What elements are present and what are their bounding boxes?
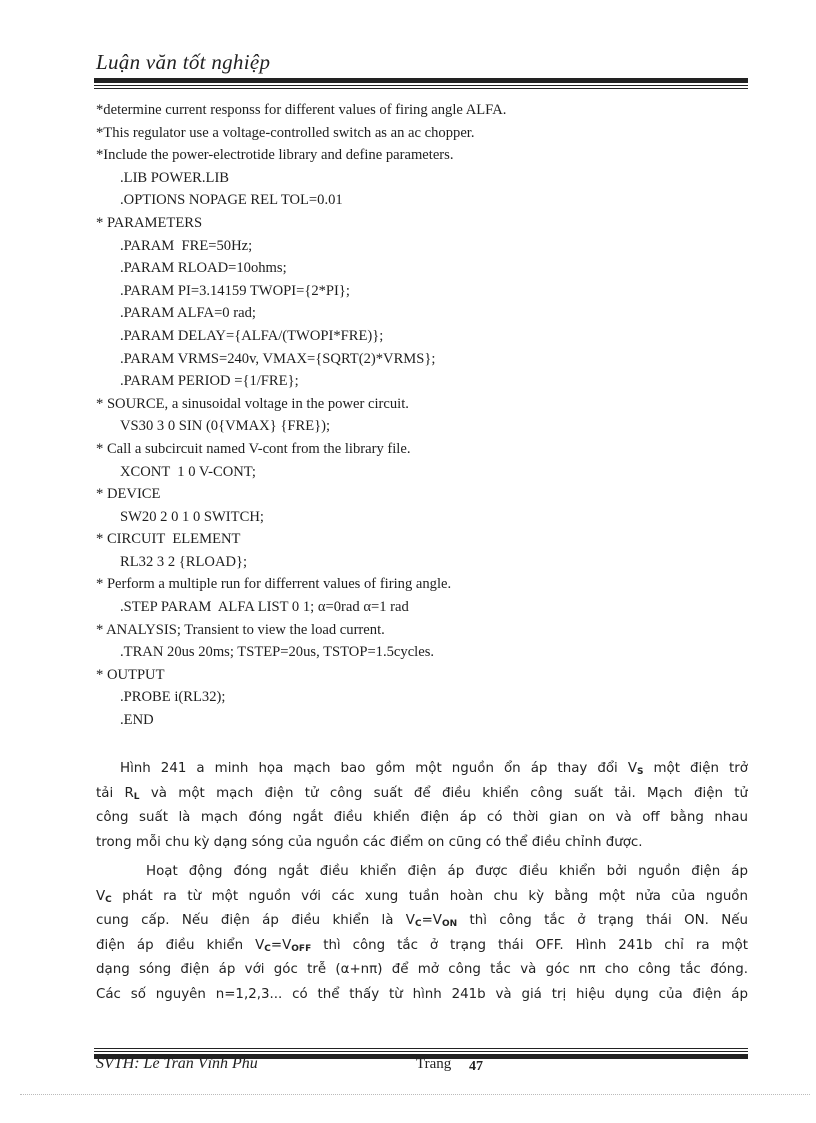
code-line: SW20 2 0 1 0 SWITCH;	[120, 508, 264, 525]
paragraph-circuit-description	[96, 757, 748, 855]
header-title: Luận văn tốt nghiệp	[96, 50, 271, 74]
code-line: .OPTIONS NOPAGE REL TOL=0.01	[120, 192, 343, 209]
footer-author: SVTH: Lê Trần Vĩnh Phú	[96, 1055, 258, 1072]
code-line: VS30 3 0 SIN (0{VMAX} {FRE});	[120, 418, 331, 435]
page-number: 47	[469, 1059, 483, 1074]
code-line: .END	[120, 712, 154, 729]
code-line: *This regulator use a voltage-controlled switch as an ac chopper.	[96, 124, 475, 141]
code-line: * SOURCE, a sinusoidal voltage in the power circuit.	[96, 395, 409, 412]
header-rule	[94, 78, 748, 89]
paragraph-line: cung cấp. Nếu điện áp điều khiển là $V_C=V_{ON}$ thì công tắc ở trạng thái ON. Nếu	[96, 913, 748, 929]
code-line: * OUTPUT	[96, 666, 165, 683]
code-line: * Call a subcircuit named V-cont from the library file.	[96, 440, 411, 457]
code-line: RL32 3 2 {RLOAD};	[120, 553, 248, 570]
code-line: .LIB POWER.LIB	[120, 169, 230, 186]
paragraph-line: dạng sóng điện áp với góc trễ (α+nπ) để mở công tắc và góc nπ cho công tắc đóng.	[96, 962, 748, 977]
code-line: XCONT 1 0 V-CONT;	[120, 463, 256, 480]
paragraph-line: điện áp điều khiển $V_C=V_{OFF}$ thì công tắc ở trạng thái OFF. Hình 241b chỉ ra một	[96, 937, 748, 954]
code-line: .PARAM FRE=50Hz;	[120, 237, 253, 254]
code-line: .STEP PARAM ALFA LIST 0 1; α=0rad α=1 rad	[120, 599, 409, 616]
code-line: * DEVICE	[96, 486, 161, 503]
code-line: .PARAM PERIOD ={1/FRE};	[120, 373, 299, 390]
code-line: * Perform a multiple run for differrent values of firing angle.	[96, 576, 452, 593]
paragraph-line: công suất là mạch đóng ngắt điều khiển điện áp có thời gian on và off bằng nhau	[96, 810, 748, 825]
spice-code-listing	[96, 99, 746, 732]
paragraph-line: $V_C$ phát ra từ một nguồn với các xung tuần hoàn chu kỳ bằng một nửa của nguồn	[96, 888, 748, 905]
paragraph-line: Hình 241 a minh họa mạch bao gồm một nguồn ổn áp thay đổi $V_S$ một điện trở	[120, 761, 748, 777]
code-line: .PARAM ALFA=0 rad;	[120, 305, 256, 322]
code-line: *determine current responss for different values of firing angle ALFA.	[96, 102, 507, 118]
paragraph-line: tải $R_L$ và một mạch điện tử công suất để điều khiển công suất tải. Mạch điện tử	[96, 785, 748, 802]
code-line: .PARAM DELAY={ALFA/(TWOPI*FRE)};	[120, 327, 384, 344]
code-line: .PARAM PI=3.14159 TWOPI={2*PI};	[120, 282, 350, 299]
code-line: * PARAMETERS	[96, 214, 203, 231]
code-line: .PARAM RLOAD=10ohms;	[120, 260, 287, 277]
paragraph-switch-operation	[96, 860, 748, 1007]
code-line: .PROBE i(RL32);	[120, 689, 226, 706]
code-line: .TRAN 20us 20ms; TSTEP=20us, TSTOP=1.5cycles.	[120, 644, 435, 661]
page-edge-divider	[20, 1094, 810, 1095]
code-line: * ANALYSIS; Transient to view the load current.	[96, 621, 385, 638]
footer-page-label: Trang	[416, 1056, 452, 1072]
code-line: * CIRCUIT ELEMENT	[96, 531, 241, 548]
paragraph-line: Các số nguyên n=1,2,3... có thể thấy từ hình 241b và giá trị hiệu dụng của điện áp	[96, 986, 748, 1002]
code-line: .PARAM VRMS=240v, VMAX={SQRT(2)*VRMS};	[120, 350, 436, 367]
paragraph-line: trong mỗi chu kỳ dạng sóng của nguồn các điểm on cũng có thể điều chỉnh được.	[96, 834, 643, 850]
code-line: *Include the power-electrotide library and define parameters.	[96, 147, 454, 164]
paragraph-line: Hoạt động đóng ngắt điều khiển điện áp được điều khiển bởi nguồn điện áp	[146, 864, 748, 879]
